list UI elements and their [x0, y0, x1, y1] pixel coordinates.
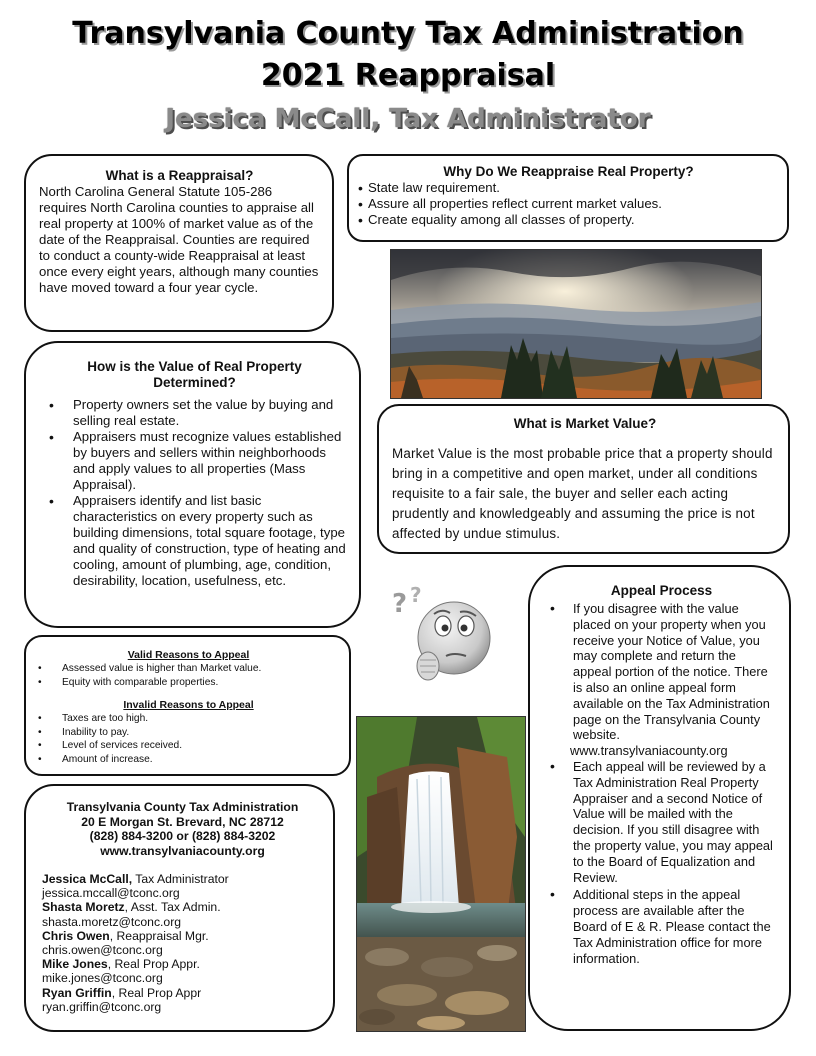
list-item: [548, 759, 775, 885]
staff-title: Tax Administrator: [132, 872, 229, 886]
list-item: • Assure all properties reflect current market values.: [358, 196, 779, 212]
staff-name: Chris Owen: [42, 928, 110, 943]
staff-email-link[interactable]: mike.jones@tconc.org: [42, 971, 163, 986]
staff-title: , Real Prop Appr.: [107, 957, 200, 972]
administrator-name: Jessica McCall, Tax Administrator: [165, 104, 651, 134]
list-item: • State law requirement.: [358, 180, 779, 196]
valid-reasons-list: [38, 662, 339, 689]
staff-entry: [42, 900, 323, 914]
reappraisal-heading: What is a Reappraisal?: [105, 168, 254, 183]
office-name: Transylvania County Tax Administration: [66, 800, 299, 814]
appeal-step-3: Additional steps in the appeal process are available after the Board of E & R. Please contact the Tax Administration office for more information.: [573, 887, 771, 966]
staff-title: , Real Prop Appr: [111, 985, 202, 1000]
list-item: • Appraisers must recognize values established by buyers and sellers within neighborhoods and apply values to all properties (Mass Appraisal).: [42, 429, 347, 493]
list-item: • Inability to pay.: [38, 726, 339, 740]
market-value-body: Market Value is the most probable price that a property should bring in a competitive and open market, under all conditions requisite to a fair sale, the buyer and seller each acting prudently and knowledgeably and assuming the price is not affected by undue stimulus.: [392, 446, 773, 541]
staff-entry: [42, 957, 323, 971]
appeal-step-1: If you disagree with the value placed on your property when you receive your Notice of Value, you may complete and return the appeal portion of the notice. There is also an online appeal form available on the Tax Administration page on the Transylvania County website.: [573, 601, 770, 743]
list-item: • Property owners set the value by buying and selling real estate.: [42, 397, 347, 429]
office-phone: (828) 884-3200 or (828) 884-3202: [89, 829, 276, 843]
mountain-landscape-image: [390, 249, 762, 399]
staff-email-link[interactable]: ryan.griffin@tconc.org: [42, 999, 162, 1014]
appeal-list: [548, 601, 775, 743]
staff-title: , Asst. Tax Admin.: [124, 900, 221, 915]
appeal-process-box: [528, 565, 791, 1031]
invalid-reasons-list: [38, 712, 339, 766]
reappraisal-body: North Carolina General Statute 105-286 requires North Carolina counties to appraise all real property at 100% of market value as of the date of the Reappraisal. Counties are required to conduct a county-wide Reappraisal at least once every eight years, although many counties have moved toward a four year cycle.: [39, 184, 319, 295]
svg-text:?: ?: [392, 589, 408, 619]
list-item: [548, 887, 775, 966]
list-item: • Appraisers identify and list basic characteristics on every property such as building dimensions, total square footage, type and quality of construction, type of heating and cooling, amount of plumbing, age, condition, desirability, location, usefulness, etc.: [42, 493, 347, 589]
staff-name: Mike Jones: [42, 957, 108, 972]
how-value-list: [42, 397, 347, 589]
list-item: • Equity with comparable properties.: [38, 676, 339, 690]
county-website-link[interactable]: www.transylvaniacounty.org: [570, 743, 728, 759]
staff-title: , Reappraisal Mgr.: [109, 928, 209, 943]
reasons-to-appeal-box: [24, 635, 351, 776]
appeal-heading: Appeal Process: [610, 583, 713, 598]
staff-name: Shasta Moretz: [42, 900, 125, 915]
contact-box: [24, 784, 335, 1032]
confused-face-icon: [388, 582, 498, 690]
list-item: [548, 601, 775, 743]
list-item: • Amount of increase.: [38, 753, 339, 767]
invalid-reasons-heading: Invalid Reasons to Appeal: [123, 699, 254, 712]
appeal-step-2: Each appeal will be reviewed by a Tax Administration Real Property Appraiser and a second Notice of Value will be mailed with the decision. If you still disagree with the property value, you may appeal to the Board of Equalization and Review.: [573, 758, 773, 885]
how-value-heading: How is the Value of Real Property Determined?: [87, 359, 302, 390]
valid-reasons-heading: Valid Reasons to Appeal: [127, 649, 250, 661]
staff-entry: [42, 872, 323, 886]
reappraisal-box: [24, 154, 334, 332]
list-item: • Create equality among all classes of property.: [358, 212, 779, 228]
office-website-link[interactable]: www.transylvaniacounty.org: [100, 843, 265, 858]
office-address: 20 E Morgan St. Brevard, NC 28712: [81, 814, 284, 829]
appeal-list-continued: [548, 759, 775, 966]
staff-email-link[interactable]: shasta.moretz@tconc.org: [42, 914, 182, 929]
waterfall-image: [356, 716, 526, 1032]
svg-text:?: ?: [410, 583, 422, 607]
why-heading: Why Do We Reappraise Real Property?: [443, 164, 694, 179]
staff-entry: [42, 986, 323, 1000]
staff-entry: [42, 929, 323, 943]
why-reappraise-box: [347, 154, 789, 242]
why-list: [358, 180, 779, 228]
staff-name: Jessica McCall,: [42, 872, 133, 886]
staff-name: Ryan Griffin: [42, 985, 112, 1000]
staff-email-link[interactable]: jessica.mccall@tconc.org: [42, 886, 180, 901]
market-value-heading: What is Market Value?: [513, 416, 657, 431]
staff-list: [42, 872, 323, 1014]
list-item: • Taxes are too high.: [38, 712, 339, 726]
page-subtitle: 2021 Reappraisal: [260, 58, 556, 93]
list-item: • Level of services received.: [38, 739, 339, 753]
page-title: Transylvania County Tax Administration: [72, 16, 744, 51]
list-item: • Assessed value is higher than Market value.: [38, 662, 339, 676]
how-value-determined-box: [24, 341, 361, 628]
market-value-box: [377, 404, 790, 554]
staff-email-link[interactable]: chris.owen@tconc.org: [42, 943, 163, 958]
